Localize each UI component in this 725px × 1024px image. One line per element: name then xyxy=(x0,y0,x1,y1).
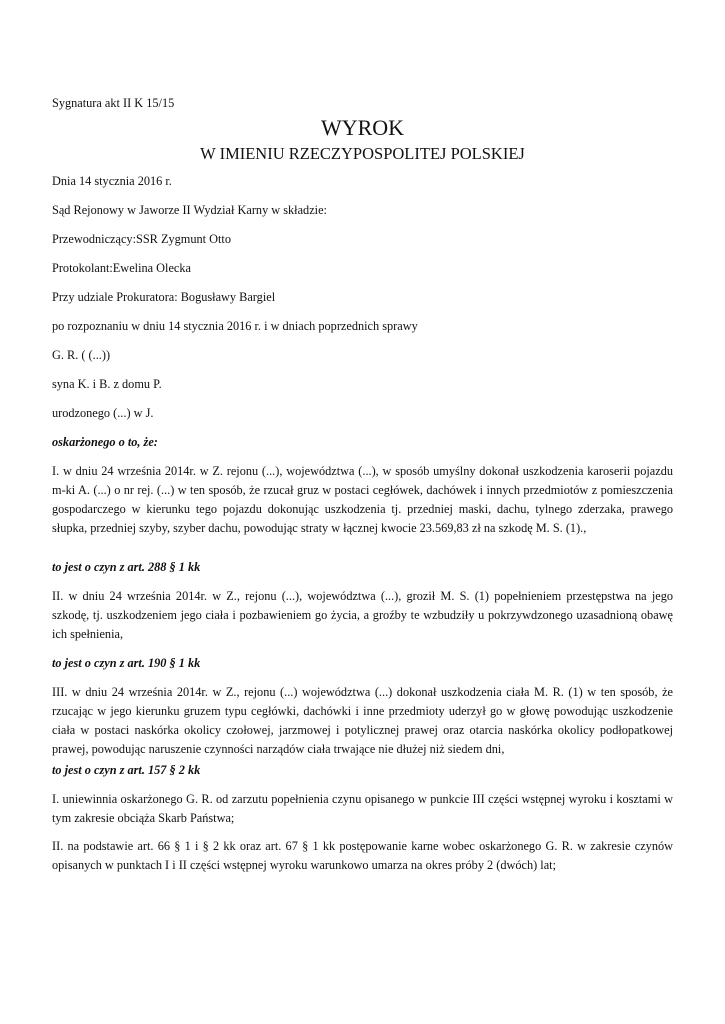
court-composition: Sąd Rejonowy w Jaworze II Wydział Karny w składzie: xyxy=(52,203,327,217)
charge-2: II. w dniu 24 września 2014r. w Z., rejonu (...), województwa (...), groził M. S. (1) popełnieniem przestępstwa na jego szkodę, tj. uszkodzeniem jego ciała i pozbawieniem go życia, a groźby te wzbudziły u pokrzywdzonego uzasadnioną obawę ich spełnienia, xyxy=(52,589,673,641)
charge-3: III. w dniu 24 września 2014r. w Z., rejonu (...) województwa (...) dokonał uszkodzenia ciała M. R. (1) w ten sposób, że rzucając w jego kierunku gruzem typu cegłówki, dachówki i inne przedmioty uderzył go w głowę powodując uszkodzenie ciała w postaci naskórka okolicy czołowej, jarzmowej i potylicznej prawej oraz otarcia naskórka okolicy podłopatkowej prawej, powodując naruszenie czynności narządów ciała trwające nie dłużej niż siedem dni, xyxy=(52,685,673,756)
charge-3-qualification: to jest o czyn z art. 157 § 2 kk xyxy=(52,763,201,777)
charge-1: I. w dniu 24 września 2014r. w Z. rejonu (...), województwa (...), w sposób umyślny dokonał uszkodzenia karoserii pojazdu m-ki A. (...) o nr rej. (...) w ten sposób, że rzucał gruz w postaci cegłówek, dachówek i innych przedmiotów z pomieszczenia gospodarczego w kierunku tego pojazdu dokonując uszkodzenia tj. przedniej maski, dachu, tylnego zderzaka, prawego słupka, przedniej szyby, szyber dachu, powodując straty w łącznej kwocie 23.569,83 zł na szkodę M. S. (1)., xyxy=(52,464,673,535)
prosecutor: Przy udziale Prokuratora: Bogusławy Bargiel xyxy=(52,290,276,304)
judgment-date: Dnia 14 stycznia 2016 r. xyxy=(52,174,172,188)
defendant-name: G. R. ( (...)) xyxy=(52,348,111,362)
charge-2-qualification: to jest o czyn z art. 190 § 1 kk xyxy=(52,656,201,670)
verdict-point-1: I. uniewinnia oskarżonego G. R. od zarzutu popełnienia czynu opisanego w punkcie III części wstępnej wyroku i kosztami w tym zakresie obciąża Skarb Państwa; xyxy=(52,792,673,825)
accused-heading: oskarżonego o to, że: xyxy=(52,435,158,449)
case-intro: po rozpoznaniu w dniu 14 stycznia 2016 r. i w dniach poprzednich sprawy xyxy=(52,319,418,333)
defendant-birth: urodzonego (...) w J. xyxy=(52,406,154,420)
judgment-subtitle: W IMIENIU RZECZYPOSPOLITEJ POLSKIEJ xyxy=(200,144,525,163)
judgment-title: WYROK xyxy=(320,115,405,140)
case-signature: Sygnatura akt II K 15/15 xyxy=(52,96,175,110)
verdict-point-2: II. na podstawie art. 66 § 1 i § 2 kk oraz art. 67 § 1 kk postępowanie karne wobec oskarżonego G. R. w zakresie czynów opisanych w punktach I i II części wstępnej wyroku warunkowo umarza na okres próby 2 (dwóch) lat; xyxy=(52,839,673,872)
charge-1-qualification: to jest o czyn z art. 288 § 1 kk xyxy=(52,560,201,574)
presiding-judge: Przewodniczący:SSR Zygmunt Otto xyxy=(52,232,231,246)
defendant-parents: syna K. i B. z domu P. xyxy=(52,377,162,391)
court-clerk: Protokolant:Ewelina Olecka xyxy=(52,261,191,275)
